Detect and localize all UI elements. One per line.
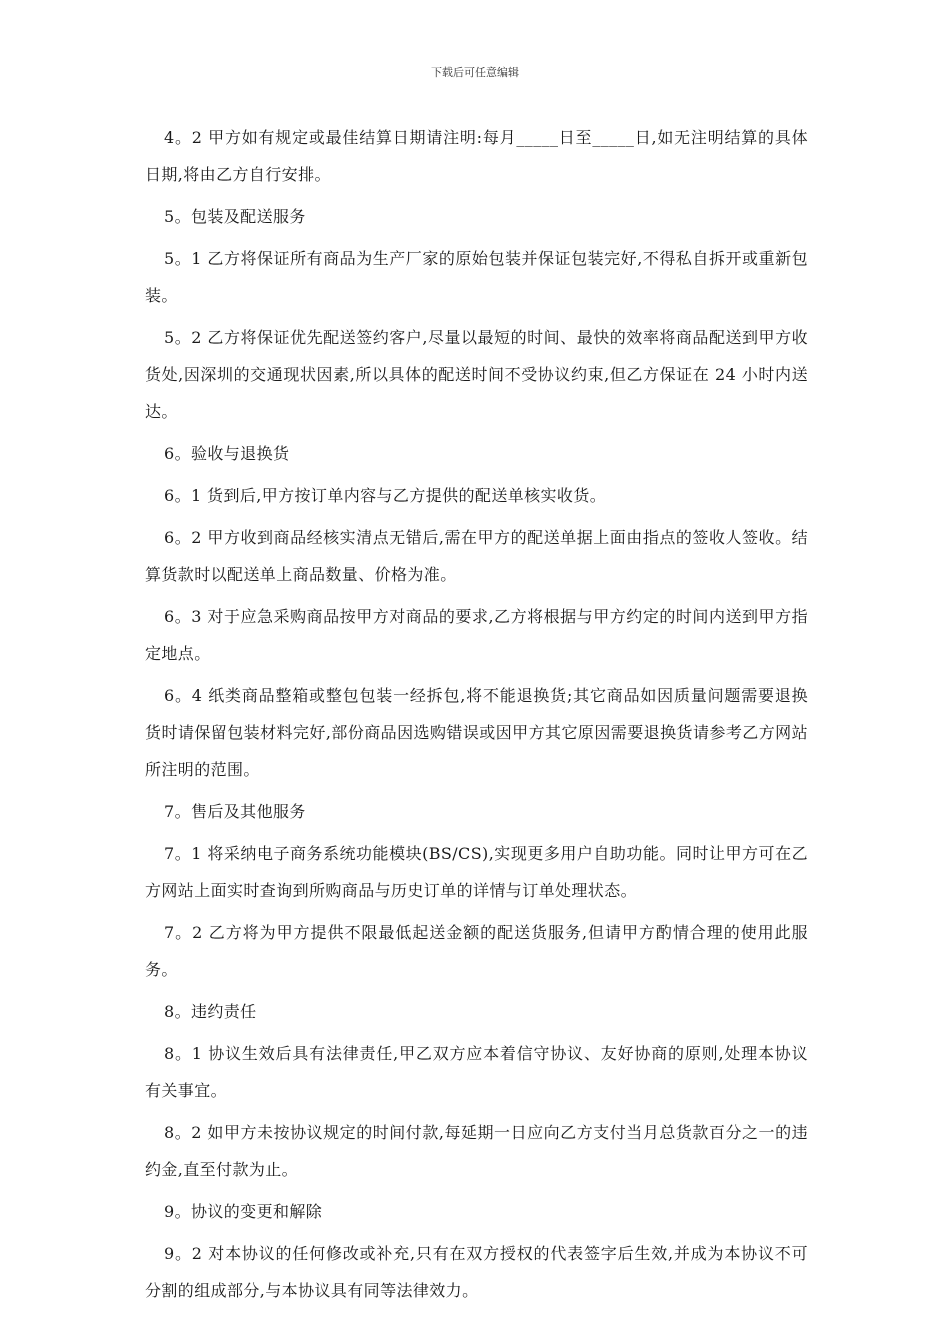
- document-body: [145, 119, 808, 1314]
- clause-6-2: 6。2 甲方收到商品经核实清点无错后,需在甲方的配送单据上面由指点的签收人签收。结算货款时以配送单上商品数量、价格为准。: [145, 528, 808, 584]
- clause-6-1: 6。1 货到后,甲方按订单内容与乙方提供的配送单核实收货。: [164, 486, 607, 505]
- section-9-heading: 9。协议的变更和解除: [164, 1202, 323, 1221]
- clause-9-2: 9。2 对本协议的任何修改或补充,只有在双方授权的代表签字后生效,并成为本协议不可分割的组成部分,与本协议具有同等法律效力。: [145, 1244, 808, 1300]
- clause-4-2: 4。2 甲方如有规定或最佳结算日期请注明:每月_____日至_____日,如无注明结算的具体日期,将由乙方自行安排。: [145, 128, 808, 184]
- section-8-heading: 8。违约责任: [164, 1002, 257, 1021]
- clause-8-2: 8。2 如甲方未按协议规定的时间付款,每延期一日应向乙方支付当月总货款百分之一的违约金,直至付款为止。: [145, 1123, 808, 1179]
- section-6-heading: 6。验收与退换货: [164, 444, 290, 463]
- page-header-note: 下载后可任意编辑: [431, 66, 519, 79]
- clause-6-3: 6。3 对于应急采购商品按甲方对商品的要求,乙方将根据与甲方约定的时间内送到甲方指定地点。: [145, 607, 808, 663]
- section-7-heading: 7。售后及其他服务: [164, 802, 306, 821]
- clause-7-2: 7。2 乙方将为甲方提供不限最低起送金额的配送货服务,但请甲方酌情合理的使用此服务。: [145, 923, 808, 979]
- clause-5-1: 5。1 乙方将保证所有商品为生产厂家的原始包装并保证包装完好,不得私自拆开或重新包装。: [145, 249, 808, 305]
- section-5-heading: 5。包装及配送服务: [164, 207, 306, 226]
- clause-5-2: 5。2 乙方将保证优先配送签约客户,尽量以最短的时间、最快的效率将商品配送到甲方收货处,因深圳的交通现状因素,所以具体的配送时间不受协议约束,但乙方保证在 24 小时内送达。: [145, 328, 808, 421]
- clause-6-4: 6。4 纸类商品整箱或整包包装一经拆包,将不能退换货;其它商品如因质量问题需要退换货时请保留包装材料完好,部份商品因选购错误或因甲方其它原因需要退换货请参考乙方网站所注明的范围。: [145, 686, 808, 779]
- clause-7-1: 7。1 将采纳电子商务系统功能模块(BS/CS),实现更多用户自助功能。同时让甲方可在乙方网站上面实时查询到所购商品与历史订单的详情与订单处理状态。: [145, 844, 808, 900]
- clause-8-1: 8。1 协议生效后具有法律责任,甲乙双方应本着信守协议、友好协商的原则,处理本协议有关事宜。: [145, 1044, 808, 1100]
